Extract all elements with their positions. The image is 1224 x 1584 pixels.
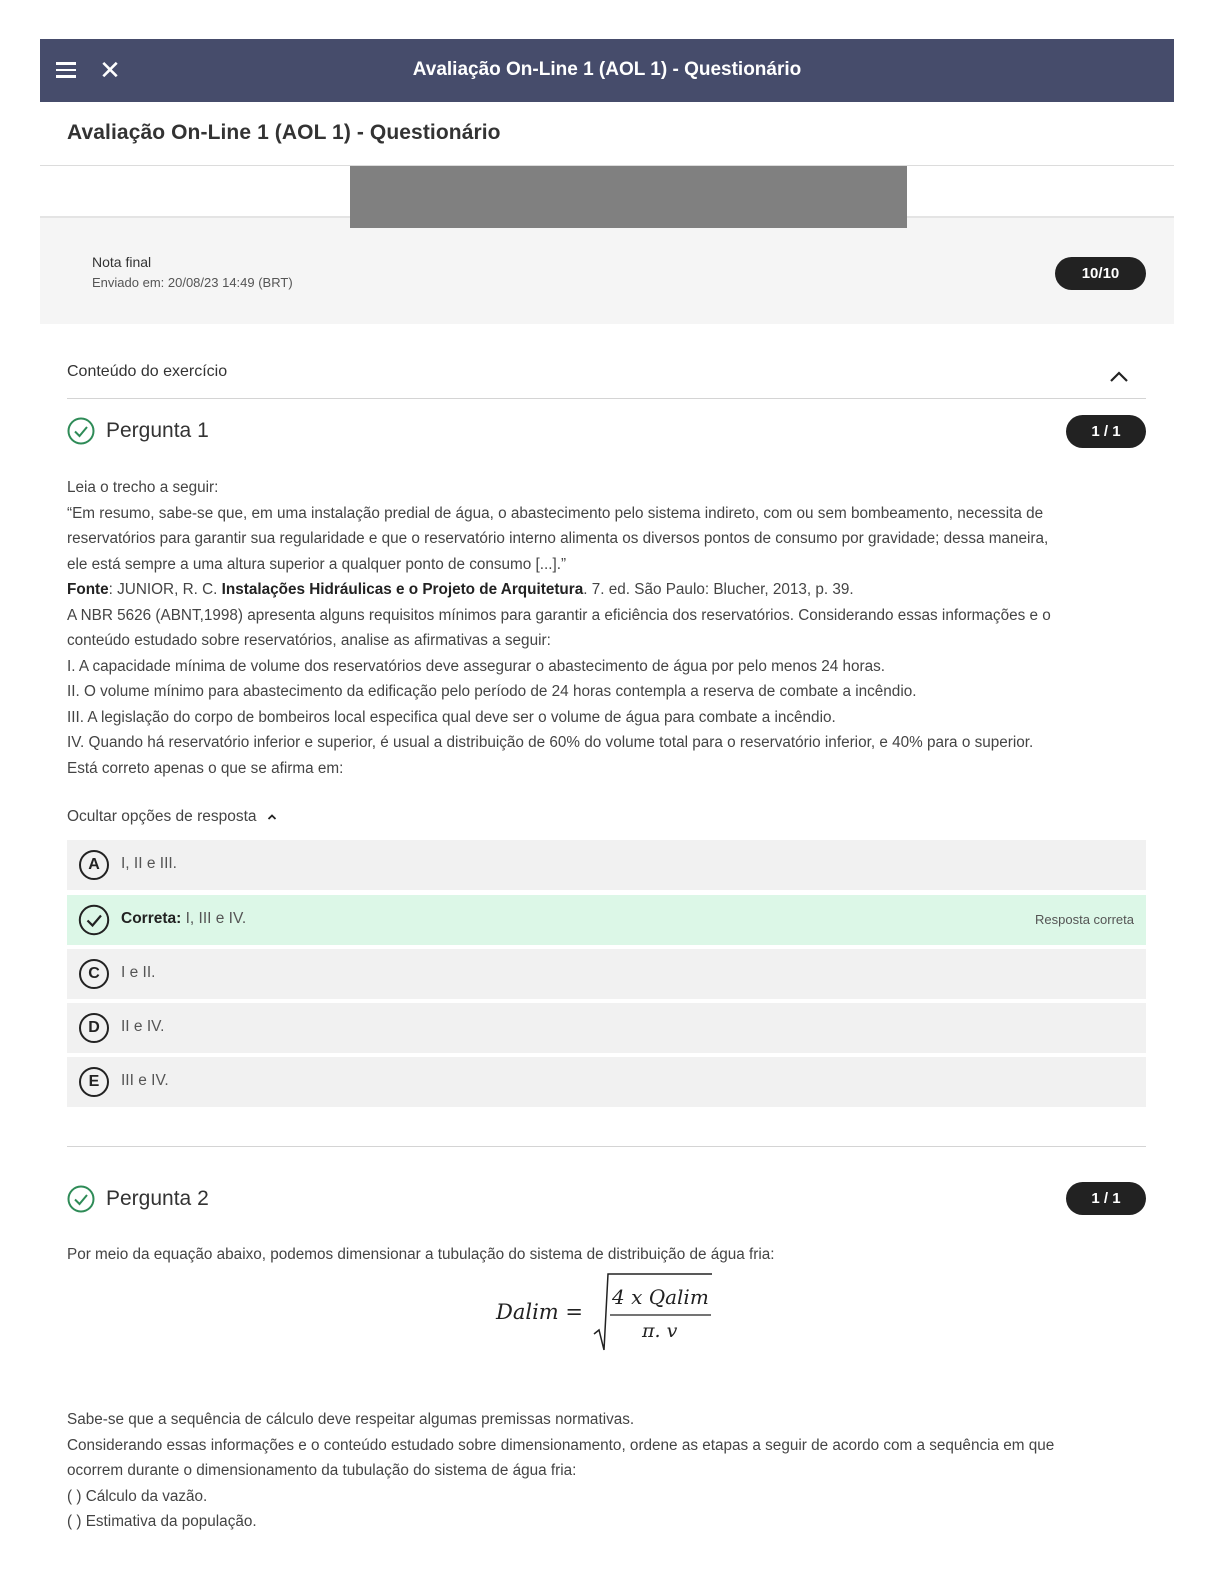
q1-quote-line: ele está sempre a uma altura superior a qualquer ponto de consumo [...].” [67, 555, 567, 573]
question-1-score: 1 / 1 [1066, 415, 1146, 448]
option-letter: C [79, 959, 109, 989]
q1-ask: Está correto apenas o que se afirma em: [67, 759, 344, 777]
q1-statement-1: I. A capacidade mínima de volume dos reservatórios deve assegurar o abastecimento de água por pelo menos 24 horas. [67, 657, 886, 675]
chevron-up-icon[interactable] [1107, 366, 1131, 386]
option-text: II e IV. [121, 1018, 165, 1035]
check-circle-icon [78, 904, 110, 936]
option-letter: E [79, 1067, 109, 1097]
topbar-title: Avaliação On-Line 1 (AOL 1) - Questionário [412, 59, 802, 80]
option-text: III e IV. [121, 1072, 169, 1089]
q2-paragraph: Considerando essas informações e o conteúdo estudado sobre dimensionamento, ordene as etapas a seguir de acordo com a sequência em que [67, 1436, 1055, 1454]
question-2-score: 1 / 1 [1066, 1182, 1146, 1215]
q2-step-1: ( ) Cálculo da vazão. [67, 1487, 208, 1505]
q1-nbr-line: A NBR 5626 (ABNT,1998) apresenta alguns requisitos mínimos para garantir a eficiência dos reservatórios. Considerando essas informações e o [67, 606, 1051, 624]
answer-option-c[interactable] [67, 949, 1146, 999]
final-score-badge: 10/10 [1055, 257, 1146, 290]
option-text: I, II e III. [121, 855, 177, 872]
q2-intro: Por meio da equação abaixo, podemos dimensionar a tubulação do sistema de distribuição de água fria: [67, 1246, 775, 1263]
formula-lhs: Dalim = [496, 1300, 583, 1324]
hide-options-label: Ocultar opções de resposta [67, 808, 257, 825]
q1-intro: Leia o trecho a seguir: [67, 479, 219, 496]
correct-answer-label: Resposta correta [1035, 912, 1134, 927]
divider [67, 398, 1146, 399]
square-root-sign [490, 1270, 730, 1360]
question-1-title: Pergunta 1 [106, 419, 209, 442]
question-1-text [67, 475, 1147, 781]
question-2-text [67, 1407, 1147, 1535]
redacted-block [350, 166, 907, 228]
option-text: Correta: I, III e IV. [121, 910, 247, 927]
submitted-date: Enviado em: 20/08/23 14:49 (BRT) [92, 275, 293, 290]
answer-option-b-correct[interactable] [67, 895, 1146, 945]
formula-numerator: 4 x Qalim [612, 1285, 709, 1309]
close-icon[interactable]: ✕ [99, 55, 121, 85]
q2-step-2: ( ) Estimativa da população. [67, 1513, 257, 1530]
q1-nbr-line: conteúdo estudado sobre reservatórios, analise as afirmativas a seguir: [67, 632, 551, 649]
top-bar [40, 39, 1174, 102]
q1-quote-line: “Em resumo, sabe-se que, em uma instalação predial de água, o abastecimento pelo sistema indireto, com ou sem bombeamento, necessita de [67, 504, 1044, 522]
q1-statement-4: IV. Quando há reservatório inferior e superior, é usual a distribuição de 60% do volume total para o reservatório inferior, e 40% para o superior. [67, 734, 1034, 751]
check-circle-icon [67, 417, 95, 445]
q2-paragraph: Sabe-se que a sequência de cálculo deve respeitar algumas premissas normativas. [67, 1411, 635, 1428]
page-title: Avaliação On-Line 1 (AOL 1) - Questionário [67, 121, 501, 144]
question-2-title: Pergunta 2 [106, 1187, 209, 1210]
section-title: Conteúdo do exercício [67, 363, 228, 380]
answer-option-d[interactable] [67, 1003, 1146, 1053]
option-letter: D [79, 1013, 109, 1043]
option-text: I e II. [121, 964, 156, 981]
formula-denominator: π. v [642, 1320, 678, 1342]
q2-paragraph: ocorrem durante o dimensionamento da tubulação do sistema de água fria: [67, 1462, 577, 1479]
q1-quote-line: reservatórios para garantir sua regularidade e que o reservatório interno alimenta os diversos pontos de consumo por gravidade; dessa maneira, [67, 530, 1049, 547]
chevron-up-icon [267, 813, 277, 821]
grade-panel [40, 216, 1174, 324]
pipe-diameter-formula [490, 1270, 730, 1360]
q1-source: Fonte: JUNIOR, R. C. Instalações Hidráulicas e o Projeto de Arquitetura. 7. ed. São Paulo: Blucher, 2013, p. 39. [67, 581, 854, 598]
q1-statement-2: II. O volume mínimo para abastecimento da edificação pelo período de 24 horas contempla a reserva de combate a incêndio. [67, 683, 917, 700]
check-circle-icon [67, 1185, 95, 1213]
grade-label: Nota final [92, 254, 152, 270]
option-letter: A [79, 850, 109, 880]
q1-statement-3: III. A legislação do corpo de bombeiros local especifica qual deve ser o volume de água para combate a incêndio. [67, 708, 836, 726]
hide-options-toggle[interactable] [67, 808, 277, 826]
answer-option-e[interactable] [67, 1057, 1146, 1107]
answer-option-a[interactable] [67, 840, 1146, 890]
divider [67, 1146, 1146, 1147]
